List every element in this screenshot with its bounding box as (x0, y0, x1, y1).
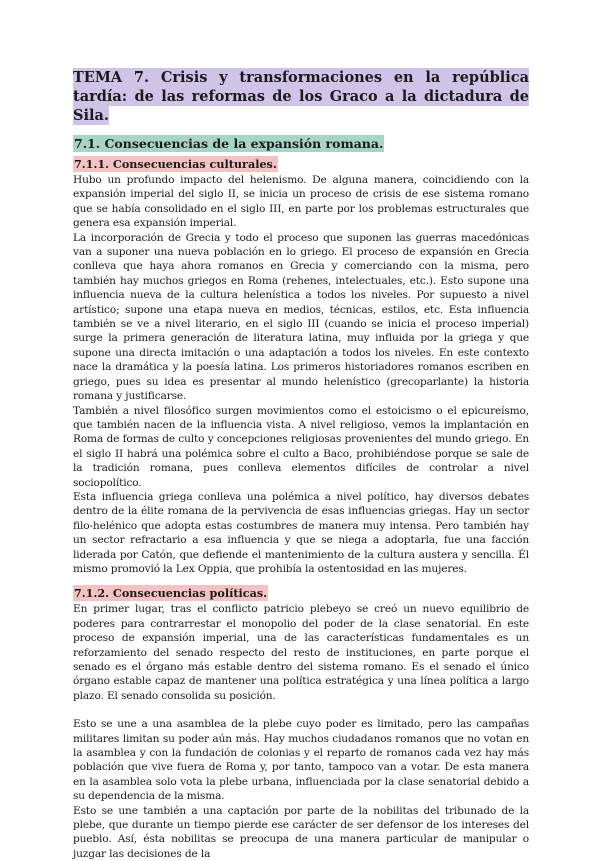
paragraph: Esto se une también a una captación por parte de la nobilitas del tribunado de la plebe, que durante un tiempo pierde ese carácter de ser defensor de los intereses del pueblo. Así, ésta nobilitas se preocupa de una manera particular de manipular o juzgar las decisiones de la (73, 804, 529, 860)
paragraph: La incorporación de Grecia y todo el proceso que suponen las guerras macedónicas van a suponer una nueva población en lo griego. El proceso de expansión en Grecia conlleva que haya ahora romanos en Grecia y comerciando con la misma, pero también hay muchos griegos en Roma (rehenes, intelectuales, etc.). Esto supone una influencia nueva de la cultura helenística a todos los niveles. Por supuesto a nivel artístico; supone una etapa nueva en medios, técnicas, estilos, etc. Esta influencia también se ve a nivel literario, en el siglo III (cuando se inicia el proceso imperial) surge la primera generación de literatura latina, muy influida por la griega y que supone una directa imitación o una adaptación a todos los niveles. En este contexto nace la dramática y la poesía latina. Los primeros historiadores romanos escriben en griego, pues su idea es presentar al mundo helenístico (grecoparlante) la historia romana y justificarse. (73, 231, 529, 403)
paragraph: Esto se une a una asamblea de la plebe cuyo poder es limitado, pero las campañas militares limitan su poder aún más. Hay muchos ciudadanos romanos que no votan en la asamblea y con la fundación de colonias y el reparto de romanos cada vez hay más población que vive fuera de Roma y, por tanto, tampoco van a votar. De esta manera en la asamblea solo vota la plebe urbana, influenciada por la clase senatorial debido a su dependencia de la misma. (73, 718, 529, 803)
subsection-heading-highlight: 7.1.2. Consecuencias políticas. (74, 586, 268, 601)
document-title (73, 68, 529, 125)
section-heading-highlight: 7.1. Consecuencias de la expansión romana. (74, 136, 384, 151)
subsection-heading-cultural (73, 157, 529, 172)
paragraph: También a nivel filosófico surgen movimientos como el estoicismo o el epicureísmo, que también nacen de la influencia vista. A nivel religioso, vemos la implantación en Roma de formas de culto y concepciones religiosas provenientes del mundo griego. En el siglo II habrá una polémica sobre el culto a Baco, prohibiéndose porque se sale de la tradición romana, pues conlleva elementos difíciles de controlar a nivel sociopolítico. (73, 404, 529, 489)
title-highlight: TEMA 7. Crisis y transformaciones en la república tardía: de las reformas de los Graco a la dictadura de Sila. (73, 69, 529, 124)
paragraph: Hubo un profundo impacto del helenismo. De alguna manera, coincidiendo con la expansión imperial del siglo II, se inicia un proceso de crisis de ese sistema romano que se había consolidado en el siglo III, en parte por los problemas estructurales que genera esa expansión imperial. (73, 174, 529, 230)
subsection-heading-political (73, 586, 529, 601)
paragraph: En primer lugar, tras el conflicto patricio plebeyo se creó un nuevo equilibrio de poderes para contrarrestar el monopolio del poder de la clase senatorial. En este proceso de expansión imperial, una de las características fundamentales es un reforzamiento del senado respecto del resto de instituciones, en parte porque el senado es el órgano más estable dentro del sistema romano. Es el senado el único órgano estable capaz de mantener una política estratégica y una línea política a largo plazo. El senado consolida su posición. (73, 603, 529, 702)
section-heading (73, 135, 529, 152)
subsection-heading-highlight: 7.1.1. Consecuencias culturales. (74, 157, 277, 171)
paragraph: Esta influencia griega conlleva una polémica a nivel político, hay diversos debates dentro de la élite romana de la pervivencia de esas influencias griegas. Hay un sector filo-helénico que adopta estas costumbres de manera muy intensa. Pero también hay un sector refractario a esa influencia y que se niega a adoptarla, fue una facción liderada por Catón, que defiende el mantenimiento de la cultura austera y sencilla. Él mismo promovió la Lex Oppia, que prohibía la ostentosidad en las mujeres. (73, 490, 529, 575)
spacer (73, 703, 529, 717)
